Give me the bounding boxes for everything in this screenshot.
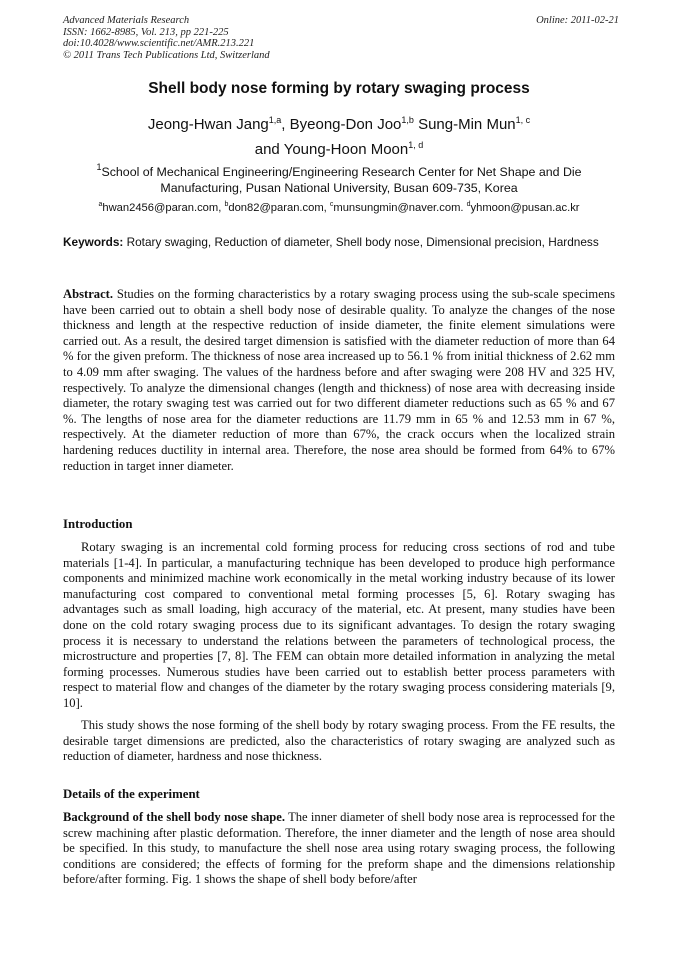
authors-line-1: Jeong-Hwan Jang$^{1,a}$, Byeong-Don Joo$^{1,b}$ Sung-Min Mun$^{1, c}$ bbox=[147, 115, 531, 133]
email-link[interactable]: don82@paran.com, bbox=[228, 202, 330, 214]
affiliation-line-2: Manufacturing, Pusan National University, Busan 609-735, Korea bbox=[160, 180, 518, 195]
email-link[interactable]: hwan2456@paran.com, bbox=[102, 202, 225, 214]
email-link[interactable]: munsungmin@naver.com. bbox=[333, 202, 467, 214]
abstract-label: Abstract. bbox=[63, 287, 114, 301]
email-mark: c bbox=[329, 201, 334, 208]
author-name: Sung-Min Mun bbox=[418, 116, 516, 133]
authors-line-2 bbox=[0, 141, 678, 158]
issn-line: ISSN: 1662-8985, Vol. 213, pp 221-225 bbox=[63, 26, 229, 38]
keywords-label: Keywords: bbox=[63, 235, 124, 249]
journal-header bbox=[63, 15, 619, 61]
author-name: Byeong-Don Joo bbox=[289, 116, 402, 133]
introduction-heading: Introduction bbox=[63, 517, 133, 531]
affiliation-line-1: School of Mechanical Engineering/Engineering Research Center for Net Shape and Die bbox=[101, 165, 582, 179]
details-heading: Details of the experiment bbox=[63, 787, 200, 801]
details-paragraph bbox=[63, 810, 615, 888]
doi-line: doi:10.4028/www.scientific.net/AMR.213.221 bbox=[63, 38, 255, 50]
paper-title: Shell body nose forming by rotary swaging process bbox=[148, 80, 530, 97]
email-mark: d bbox=[466, 201, 471, 208]
copyright-line: © 2011 Trans Tech Publications Ltd, Switzerland bbox=[63, 49, 270, 61]
author-name: Jeong-Hwan Jang bbox=[147, 116, 269, 133]
affiliation bbox=[0, 162, 678, 196]
abstract bbox=[63, 287, 615, 474]
journal-name: Advanced Materials Research bbox=[63, 15, 190, 26]
introduction-paragraph-2: This study shows the nose forming of the shell body by rotary swaging process. From the FE results, the desirable target dimensions are predicted, also the characteristics of rotary swaging are analyzed such as reduction of diameter, hardness and nose thickness. bbox=[63, 718, 615, 764]
author-emails bbox=[0, 202, 678, 214]
email-mark: a bbox=[98, 201, 103, 208]
keywords-text: Rotary swaging, Reduction of diameter, Shell body nose, Dimensional precision, Hardness bbox=[126, 235, 599, 249]
details-text: The inner diameter of shell body nose area is reprocessed for the screw machining after plastic deformation. Therefore, the inner diameter and the length of nose area should be specified. In this study, to manufacture the shell nose area using rotary swaging process, the following conditions are considered; the effects of forming for the preform shape and the dimensions relationship before/after forming. Fig. 1 shows the shape of shell body before/after bbox=[63, 810, 615, 887]
affiliation-mark: 1 bbox=[96, 162, 102, 172]
author-conjunction: and bbox=[254, 141, 284, 158]
author-affiliation-mark: 1, c bbox=[515, 115, 531, 125]
online-date: Online: 2011-02-21 bbox=[536, 15, 619, 26]
author-name: Young-Hoon Moon bbox=[283, 141, 409, 158]
abstract-text: Studies on the forming characteristics by a rotary swaging process using the sub-scale specimens have been carried out to obtain a shell body nose of desirable quality. To analyze the changes of the nose thickness and length at the respective reduction of inside diameter, the finite element simulations were carried out. As a result, the desired target dimension is satisfied with the diameter reduction of more than 64 % for the given preform. The thickness of nose area increased up to 56.1 % from initial thickness of 2.62 mm to 4.09 mm after swaging. The values of the hardness before and after swaging were 208 HV and 325 HV, respectively. To analyze the dimensional changes (length and thickness) of nose area with decreasing inside diameter, the rotary swaging test was carried out for two different diameter reductions such as 65 % and 67 %. The lengths of nose area for the diameter reductions are 11.79 mm in 65 % and 12.53 mm in 67 %, respectively. At the diameter reduction of more than 67%, the crack occurs when the localized strain hardening reduces ductility in internal area. Therefore, the nose area should be formed from 64% to 67% reduction in target inner diameter. bbox=[63, 287, 615, 473]
author-affiliation-mark: 1,a bbox=[268, 115, 282, 125]
author-affiliation-mark: 1,b bbox=[401, 115, 414, 125]
details-subheading: Background of the shell body nose shape. bbox=[63, 810, 286, 824]
email-link[interactable]: yhmoon@pusan.ac.kr bbox=[470, 202, 580, 214]
email-mark: b bbox=[224, 201, 229, 208]
keywords bbox=[63, 235, 615, 251]
author-affiliation-mark: 1, d bbox=[408, 140, 424, 150]
introduction-paragraph-1: Rotary swaging is an incremental cold forming process for reducing cross sections of rod and tube materials [1-4]. In particular, a manufacturing technique has been developed to produce high performance components and minimized machine work economically in the metal working industry because of its lower manufacturing cost compared to conventional metal forming processes [5, 6]. Rotary swaging has advantages such as small loading, high accuracy of the material, etc. At present, many studies have been done on the cold rotary swaging process due to its significant advantages. To design the rotary swaging process it is necessary to understand the relations between the parameters of technological process, the microstructure and properties [7, 8]. The FEM can obtain more detailed information in analyzing the metal forming processes. Numerous studies have been carried out to establish better process parameters with respect to material flow and changes of the diameter by the rotary swaging process considering materials [9, 10]. bbox=[63, 540, 615, 710]
